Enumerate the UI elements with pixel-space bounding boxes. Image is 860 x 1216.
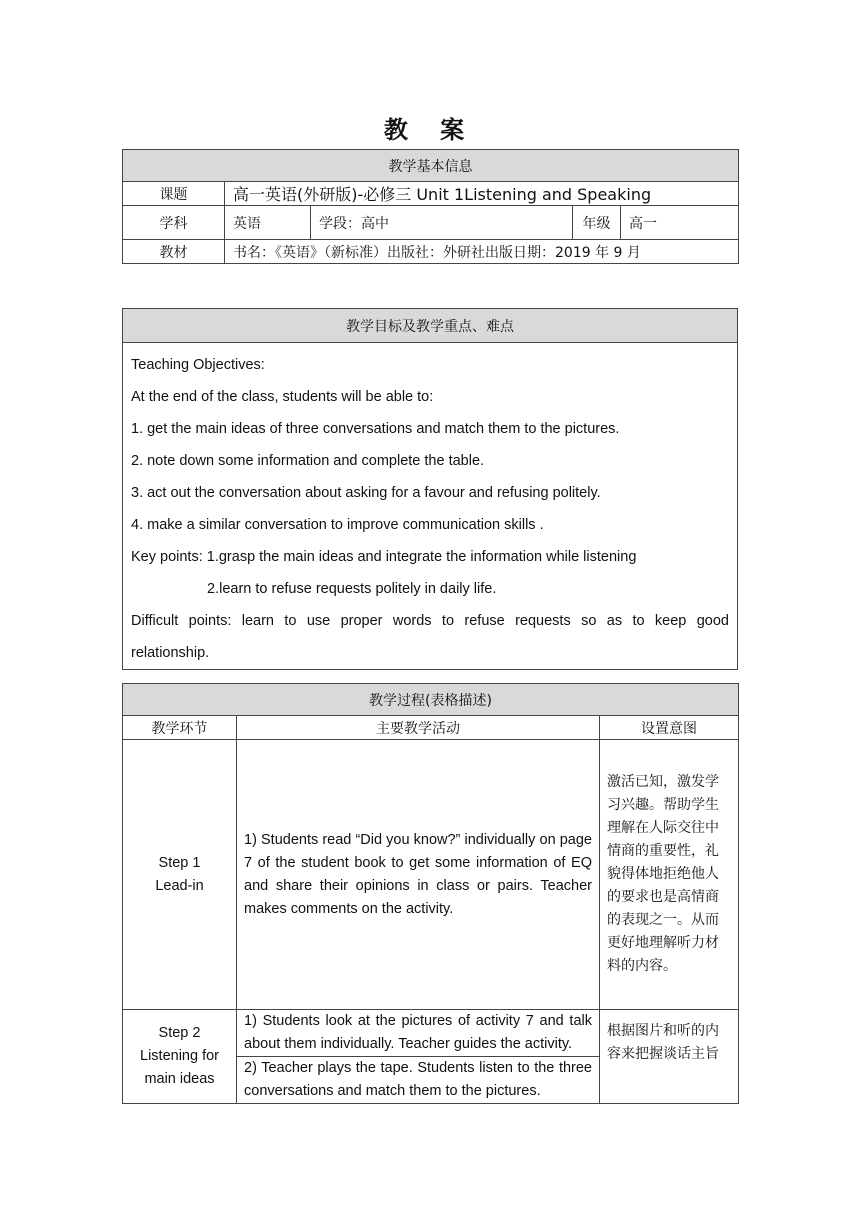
step2-subtitle: Listening for <box>140 1048 219 1064</box>
key-points-line: 2.learn to refuse requests politely in daily life. <box>207 581 497 597</box>
objectives-table <box>122 308 738 670</box>
topic-value: 高一英语(外研版)-必修三 Unit 1Listening and Speaking <box>225 182 739 206</box>
material-value: 书名：《英语》（新标准）出版社：外研社出版日期：2019 年 9 月 <box>225 240 739 264</box>
step2-intent: 根据图片和听的内容来把握谈话主旨 <box>600 1010 739 1104</box>
objectives-body <box>123 343 738 670</box>
step2-name: Step 2 <box>158 1025 201 1041</box>
step2-cell <box>123 1010 237 1104</box>
objective-line: At the end of the class, students will be able to: <box>131 389 434 405</box>
objective-line: 2. note down some information and complete the table. <box>131 453 485 469</box>
key-points-line: Key points: 1.grasp the main ideas and integrate the information while listening <box>131 549 637 565</box>
step1-subtitle: Lead-in <box>155 877 204 894</box>
objective-line: 3. act out the conversation about asking for a favour and refusing politely. <box>131 485 601 501</box>
process-table <box>122 683 739 1104</box>
grade-value: 高一 <box>621 206 739 240</box>
objectives-header: 教学目标及教学重点、难点 <box>123 309 738 343</box>
difficult-points-line: Difficult points: learn to use proper words to refuse requests so as to keep good <box>131 613 729 629</box>
difficult-points-line: relationship. <box>131 645 210 661</box>
page-title: 教 案 <box>383 116 477 144</box>
step1-cell <box>123 740 237 1010</box>
step2-activity-2: 2) Teacher plays the tape. Students listen to the three conversations and match them to the pictures. <box>237 1057 600 1104</box>
objective-line: 4. make a similar conversation to improve communication skills . <box>131 517 544 533</box>
step2-subtitle: main ideas <box>144 1071 215 1087</box>
col-step-header: 教学环节 <box>123 716 237 740</box>
objective-line: 1. get the main ideas of three conversations and match them to the pictures. <box>131 421 620 437</box>
topic-label: 课题 <box>123 182 225 206</box>
objective-line: Teaching Objectives: <box>131 357 265 373</box>
material-label: 教材 <box>123 240 225 264</box>
basic-info-header: 教学基本信息 <box>123 150 739 182</box>
step1-intent: 激活已知，激发学习兴趣。帮助学生理解在人际交往中情商的重要性，礼貌得体地拒绝他人的要求也是高情商的表现之一。从而更好地理解听力材料的内容。 <box>600 740 739 1010</box>
step2-activity-1: 1) Students look at the pictures of activity 7 and talk about them individually. Teacher guides the activity. <box>237 1010 600 1057</box>
subject-label: 学科 <box>123 206 225 240</box>
subject-value: 英语 <box>225 206 311 240</box>
step1-activity: 1) Students read “Did you know?” individually on page 7 of the student book to get some information of EQ and share their opinions in class or pairs. Teacher makes comments on the activity. <box>237 740 600 1010</box>
grade-label: 年级 <box>573 206 621 240</box>
process-header: 教学过程(表格描述) <box>123 684 739 716</box>
basic-info-table <box>122 149 739 264</box>
stage-value: 学段：高中 <box>311 206 573 240</box>
col-activity-header: 主要教学活动 <box>237 716 600 740</box>
col-intent-header: 设置意图 <box>600 716 739 740</box>
step1-name: Step 1 <box>158 854 201 871</box>
